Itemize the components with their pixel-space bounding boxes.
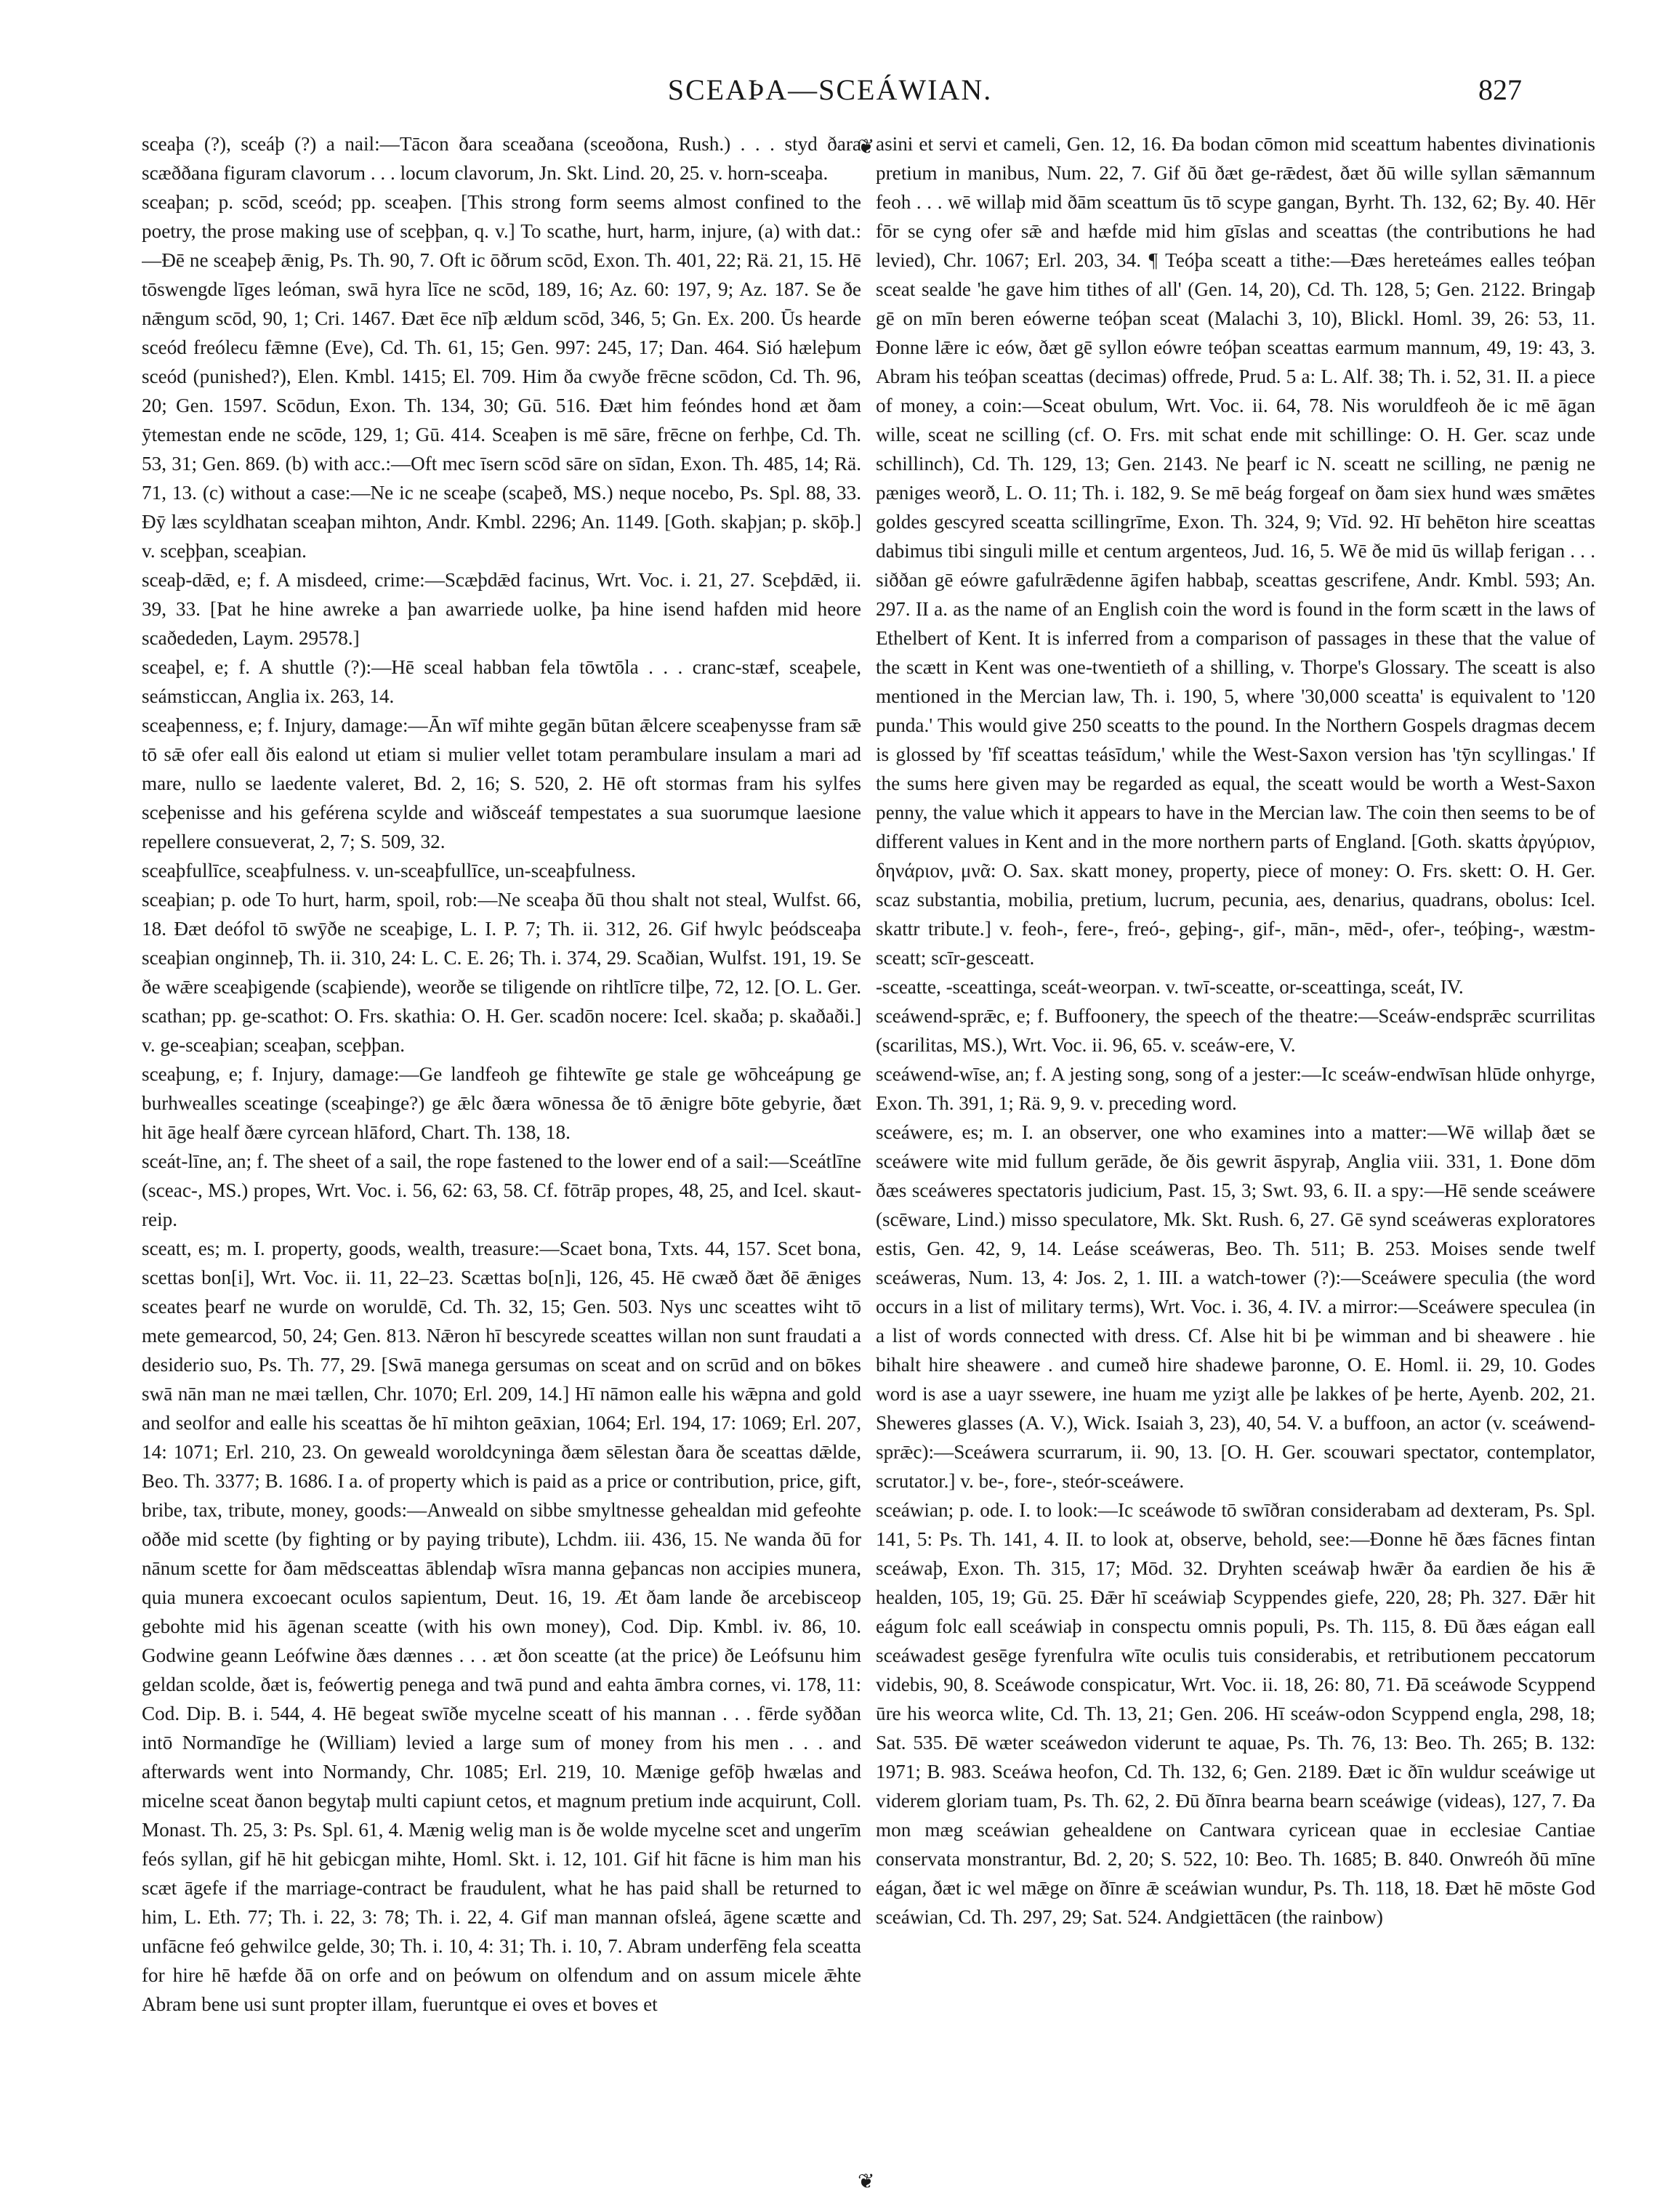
page-number: 827 bbox=[1478, 73, 1522, 106]
gutter-ornament-icon: ❦ bbox=[858, 136, 875, 158]
entry: sceaþenness, e; f. Injury, damage:—Ān wīf mihte gegān būtan ǣlcere sceaþenysse fram sǣ tō sǣ ofer eall ðis ealond ut etiam si mulier vellet totam perambulare insulam a mari ad mare, nullo se laedente valeret, Bd. 2, 16; S. 520, 2. Hē oft stormas fram his sylfes sceþenisse and his geférena scylde and wiðsceáf tempestates a sua suorumque laesione repellere consueverat, 2, 7; S. 509, 32. bbox=[142, 714, 861, 852]
entry: sceaþian; p. ode To hurt, harm, spoil, rob:—Ne sceaþa ðū thou shalt not steal, Wulfst. 66, 18. Ðæt deófol tō swȳðe ne sceaþige, L. I. P. 7; Th. ii. 312, 26. Gif hwylc þeódsceaþa sceaþian onginneþ, Th. ii. 310, 24: L. C. E. 26; Th. i. 374, 29. Scaðian, Wulfst. 191, 19. Se ðe wǣre sceaþigende (scaþiende), weorðe se tiligende on rihtlīcre tilþe, 72, 12. [O. L. Ger. scathan; pp. ge-scathot: O. Frs. skathia: O. H. Ger. scadōn nocere: Icel. skaða; p. skaðaði.] v. ge-sceaþian; sceaþan, sceþþan. bbox=[142, 889, 861, 1056]
running-head: SCEAÞA—SCEÁWIAN. bbox=[667, 73, 993, 106]
entry: sceaþung, e; f. Injury, damage:—Ge landfeoh ge fihtewīte ge stale ge wōhceápung ge burhwealles sceatinge (sceaþinge?) ge ǣlc ðæra wōnessa ðe tō ǣnigre bōte gebyrie, ðæt hit āge healf ðære cyrcean hlāford, Chart. Th. 138, 18. bbox=[142, 1063, 861, 1143]
entry: -sceatte, -sceattinga, sceát-weorpan. v. twī-sceatte, or-sceattinga, sceát, IV. bbox=[876, 976, 1464, 998]
entry: sceaþfullīce, sceaþfulness. v. un-sceaþfullīce, un-sceaþfulness. bbox=[142, 860, 636, 881]
entry: sceát-līne, an; f. The sheet of a sail, the rope fastened to the lower end of a sail:—Sceátlīne (sceac-, MS.) propes, Wrt. Voc. i. 56, 62: 63, 58. Cf. fōtrāp propes, 48, 25, and Icel. skaut-reip. bbox=[142, 1150, 861, 1230]
right-column bbox=[876, 129, 1595, 2164]
entry: asini et servi et cameli, Gen. 12, 16. Ða bodan cōmon mid sceattum habentes divinationis pretium in manibus, Num. 22, 7. Gif ðū ðæt ge-rǣdest, ðæt ðū wille syllan sǣmannum feoh . . . wē willaþ mid ðām sceattum ūs tō scype gangan, Byrht. Th. 132, 62; By. 40. Hēr fōr se cyng ofer sǣ and hæfde mid him gīslas and sceattas (the contributions he had levied), Chr. 1067; Erl. 203, 34. ¶ Teóþa sceatt a tithe:—Ðæs hereteámes ealles teóþan sceat sealde 'he gave him tithes of all' (Gen. 14, 20), Cd. Th. 128, 5; Gen. 2122. Bringaþ gē on mīn beren eówerne teóþan sceat (Malachi 3, 10), Blickl. Homl. 39, 26: 53, 11. Ðonne lǣre ic eów, ðæt gē syllon eówre teóþan sceattas earmum mannum, 49, 19: 43, 3. Abram his teóþan sceattas (decimas) offrede, Prud. 5 a: L. Alf. 38; Th. i. 52, 31. II. a piece of money, a coin:—Sceat obulum, Wrt. Voc. ii. 64, 78. Nis woruldfeoh ðe ic mē āgan wille, sceat ne scilling (cf. O. Frs. mit schat ende mit schillinge: O. H. Ger. scaz unde schillinch), Cd. Th. 129, 13; Gen. 2143. Ne þearf ic N. sceatt ne scilling, ne pænig ne pæniges weorð, L. O. 11; Th. i. 182, 9. Se mē beág forgeaf on ðam siex hund wæs smǣtes goldes gescyred sceatta scillingrīme, Exon. Th. 324, 9; Vīd. 92. Hī behēton hire sceattas dabimus tibi singuli mille et centum argenteos, Jud. 16, 5. Wē ðe mid ūs willaþ ferigan . . . siððan gē eówre gafulrǣdenne āgifen habbaþ, sceattas gescrifene, Andr. Kmbl. 593; An. 297. II a. as the name of an English coin the word is found in the form scætt in the laws of Ethelbert of Kent. It is inferred from a comparison of passages in these that the value of the scætt in Kent was one-twentieth of a shilling, v. Thorpe's Glossary. The sceatt is also mentioned in the Mercian law, Th. i. 190, 5, where '30,000 sceatta' is equivalent to '120 punda.' This would give 250 sceatts to the pound. In the Northern Gospels dragmas decem is glossed by 'fīf sceattas teásīdum,' while the West-Saxon version has 'tȳn scyllingas.' If the sums here given may be regarded as equal, the sceatt would be worth a West-Saxon penny, the value which it appears to have in the Mercian law. The coin then seems to be of different values in Kent and in the more northern parts of England. [Goth. skatts ἀργύριον, δηνάριον, μνᾶ: O. Sax. skatt money, property, piece of money: O. Frs. skett: O. H. Ger. scaz substantia, mobilia, pretium, lucrum, pecunia, aes, denarius, quadrans, obolus: Icel. skattr tribute.] v. feoh-, fere-, freó-, geþing-, gif-, mān-, mēd-, ofer-, teóþing-, wæstm-sceatt; scīr-gesceatt. bbox=[876, 133, 1595, 969]
entry: sceaþ-dǣd, e; f. A misdeed, crime:—Scæþdǣd facinus, Wrt. Voc. i. 21, 27. Sceþdǣd, ii. 39, 33. [Þat he hine awreke a þan awarriede uolke, þa hine isend hafden mid heore scaðededen, Laym. 29578.] bbox=[142, 569, 861, 649]
entry: sceáwend-sprǣc, e; f. Buffoonery, the speech of the theatre:—Sceáw-endsprǣc scurrilitas (scarilitas, MS.), Wrt. Voc. ii. 96, 65. v. sceáw-ere, V. bbox=[876, 1005, 1595, 1056]
entry: sceatt, es; m. I. property, goods, wealth, treasure:—Scaet bona, Txts. 44, 157. Scet bona, scettas bon[i], Wrt. Voc. ii. 11, 22–23. Scættas bo[n]i, 126, 45. Hē cwæð ðæt ðē ǣniges sceates þearf ne wurde on woruldē, Cd. Th. 32, 15; Gen. 503. Nys unc sceattes wiht tō mete gemearcod, 50, 24; Gen. 813. Nǣron hī bescyrede sceattes willan non sunt fraudati a desiderio suo, Ps. Th. 77, 29. [Swā manega gersumas on sceat and on scrūd and on bōkes swā nān man ne mæi tællen, Chr. 1070; Erl. 209, 14.] Hī nāmon ealle his wǣpna and gold and seolfor and ealle his sceattas ðe hī mihton geāxian, 1064; Erl. 194, 17: 1069; Erl. 207, 14: 1071; Erl. 210, 23. On geweald woroldcyninga ðæm sēlestan ðara ðe sceattas dǣlde, Beo. Th. 3377; B. 1686. I a. of property which is paid as a price or contribution, price, gift, bribe, tax, tribute, money, goods:—Anweald on sibbe smyltnesse gehealdan mid gefeohte oððe mid scette (by fighting or by paying tribute), Lchdm. iii. 436, 15. Ne wanda ðū for nānum scette for ðam mēdsceattas āblendaþ wīsra manna geþancas non accipies munera, quia munera excoecant oculos sapientum, Deut. 16, 19. Æt ðam lande ðe arcebisceop gebohte mid his āgenan sceatte (with his own money), Cod. Dip. Kmbl. iv. 86, 10. Godwine geann Leófwine ðæs dænnes . . . æt ðon sceatte (at the price) ðe Leófsunu him geldan scolde, ðæt is, feówertig penega and twā pund and eahta āmbra cornes, vi. 178, 11: Cod. Dip. B. i. 544, 4. Hē begeat swīðe mycelne sceatt of his mannan . . . fērde syððan intō Normandīge he (William) levied a large sum of money from his men . . . and afterwards went into Normandy, Chr. 1085; Erl. 219, 10. Mænige gefōþ hwælas and micelne sceat ðanon begytaþ multi capiunt cetos, et magnum pretium inde acquirunt, Coll. Monast. Th. 25, 3: Ps. Spl. 61, 4. Mænig welig man is ðe wolde mycelne scet and ungerīm feós syllan, gif hē hit gebicgan mihte, Homl. Skt. i. 12, 101. Gif hit fācne is him man his scæt āgefe if the marriage-contract be fraudulent, what he has paid shall be returned to him, L. Eth. 77; Th. i. 22, 3: 78; Th. i. 22, 4. Gif man mannan ofsleá, āgene scætte and unfācne feó gehwilce gelde, 30; Th. i. 10, 4: 31; Th. i. 10, 7. Abram underfēng fela sceatta for hire hē hæfde ðā on orfe and on þeówum on olfendum and on assum micele ǣhte Abram bene usi sunt propter illam, fueruntque ei oves et boves et bbox=[142, 1238, 861, 2015]
left-column bbox=[142, 129, 861, 2164]
entry: sceáwend-wīse, an; f. A jesting song, song of a jester:—Ic sceáw-endwīsan hlūde onhyrge, Exon. Th. 391, 1; Rä. 9, 9. v. preceding word. bbox=[876, 1063, 1595, 1114]
entry: sceaþel, e; f. A shuttle (?):—Hē sceal habban fela tōwtōla . . . cranc-stæf, sceaþele, seámsticcan, Anglia ix. 263, 14. bbox=[142, 656, 861, 707]
page-header bbox=[138, 73, 1522, 109]
entry: sceáwian; p. ode. I. to look:—Ic sceáwode tō swīðran considerabam ad dexteram, Ps. Spl. 141, 5: Ps. Th. 141, 4. II. to look at, observe, behold, see:—Ðonne hē ðæs fācnes fintan sceáwaþ, Exon. Th. 315, 17; Mōd. 32. Dryhten sceáwaþ hwǣr ða eardien ðe his ǣ healden, 105, 19; Gū. 25. Ðǣr hī sceáwiaþ Scyppendes giefe, 220, 28; Ph. 327. Ðǣr hit eágum folc eall sceáwiaþ in conspectu omnis populi, Ps. Th. 115, 8. Ðū ðæs eágan eall sceáwadest gesēge fyrenfulra wīte oculis tuis considerabis, et retributionem peccatorum videbis, 90, 8. Sceáwode conspicatur, Wrt. Voc. ii. 18, 26: 80, 71. Ðā sceáwode Scyppend ūre his weorca wlite, Cd. Th. 13, 21; Gen. 206. Hī sceáw-odon Scyppend engla, 298, 18; Sat. 535. Ðē wæter sceáwedon viderunt te aquae, Ps. Th. 76, 13: Beo. Th. 265; B. 132: 1971; B. 983. Sceáwa heofon, Cd. Th. 132, 6; Gen. 2189. Ðæt ic ðīn wuldur sceáwige ut viderem gloriam tuam, Ps. Th. 62, 2. Ðū ðīnra bearna bearn sceáwige (videas), 127, 7. Ða mon mæg sceáwian gehealdene on Cantwara cyricean quae in ecclesiae Cantiae conservata monstrantur, Bd. 2, 20; S. 522, 10: Beo. Th. 1685; B. 840. Onwreóh ðū mīne eágan, ðæt ic wel mǣge on ðīnre ǣ sceáwian wundur, Ps. Th. 118, 18. Ðæt hē mōste God sceáwian, Cd. Th. 297, 29; Sat. 524. Andgiettācen (the rainbow) bbox=[876, 1499, 1595, 1928]
entry: sceaþan; p. scōd, sceód; pp. sceaþen. [This strong form seems almost confined to the poetry, the prose making use of sceþþan, q. v.] To scathe, hurt, harm, injure, (a) with dat.:—Ðē ne sceaþeþ ǣnig, Ps. Th. 90, 7. Oft ic ōðrum scōd, Exon. Th. 401, 22; Rä. 21, 15. Hē tōswengde līges leóman, swā hyra līce ne scōd, 189, 16; Az. 60: 197, 9; Az. 187. Se ðe nǣngum scōd, 90, 1; Cri. 1467. Ðæt ēce nīþ ældum scōd, 346, 5; Gn. Ex. 200. Ūs hearde sceód freólecu fǣmne (Eve), Cd. Th. 61, 15; Gen. 997: 245, 17; Dan. 464. Sió hæleþum sceód (punished?), Elen. Kmbl. 1415; El. 709. Him ða cwyðe frēcne scōdon, Cd. Th. 96, 20; Gen. 1597. Scōdun, Exon. Th. 134, 30; Gū. 516. Ðæt him feóndes hond æt ðam ȳtemestan ende ne scōde, 129, 1; Gū. 414. Sceaþen is mē sāre, frēcne on ferhþe, Cd. Th. 53, 31; Gen. 869. (b) with acc.:—Oft mec īsern scōd sāre on sīdan, Exon. Th. 485, 14; Rä. 71, 13. (c) without a case:—Ne ic ne sceaþe (scaþeð, MS.) neque nocebo, Ps. Spl. 88, 33. Ðȳ læs scyldhatan sceaþan mihton, Andr. Kmbl. 2296; An. 1149. [Goth. skaþjan; p. skōþ.] v. sceþþan, sceaþian. bbox=[142, 191, 861, 562]
gutter-ornament-icon: ❦ bbox=[858, 2171, 875, 2193]
entry: sceáwere, es; m. I. an observer, one who examines into a matter:—Wē willaþ ðæt se sceáwere wite mid fullum gerāde, ðe ðis gewrit āspyraþ, Anglia viii. 331, 1. Ðone dōm ðæs sceáweres spectatoris judicium, Past. 15, 3; Swt. 93, 6. II. a spy:—Hē sende sceáwere (scēware, Lind.) misso speculatore, Mk. Skt. Rush. 6, 27. Gē synd sceáweras exploratores estis, Gen. 42, 9, 14. Leáse sceáweras, Beo. Th. 511; B. 253. Moises sende twelf sceáweras, Num. 13, 4: Jos. 2, 1. III. a watch-tower (?):—Sceáwere speculia (the word occurs in a list of military terms), Wrt. Voc. i. 36, 4. IV. a mirror:—Sceáwere speculea (in a list of words connected with dress. Cf. Alse hit bi þe wimman and bi sheawere . hie bihalt hire sheawere . and cumeð hire shadewe þaronne, O. E. Homl. ii. 29, 10. Godes word is ase a uayr ssewere, ine huam me yziȝt alle þe lakkes of þe herte, Ayenb. 202, 21. Sheweres glasses (A. V.), Wick. Isaiah 3, 23), 40, 54. V. a buffoon, an actor (v. sceáwend-sprǣc):—Sceáwera scurrarum, ii. 90, 13. [O. H. Ger. scouwari spectator, contemplator, scrutator.] v. be-, fore-, steór-sceáwere. bbox=[876, 1121, 1595, 1492]
entry: sceaþa (?), sceáþ (?) a nail:—Tācon ðara sceaðana (sceoðona, Rush.) . . . styd ðara scæððana figuram clavorum . . . locum clavorum, Jn. Skt. Lind. 20, 25. v. horn-sceaþa. bbox=[142, 133, 861, 184]
